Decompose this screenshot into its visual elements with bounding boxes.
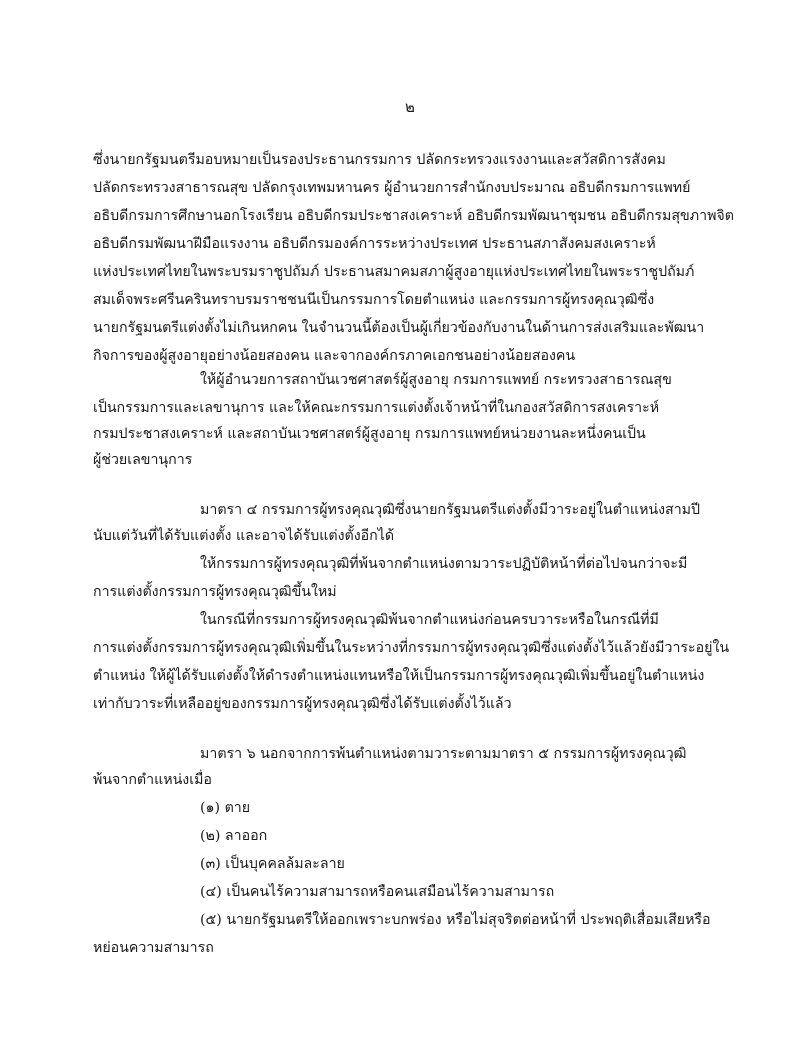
text-line: มาตรา ๖ นอกจากการพ้นตำแหน่งตามวาระตามมาตรา ๕ กรรมการผู้ทรงคุณวุฒิ bbox=[200, 746, 687, 762]
text-line: ซึ่งนายกรัฐมนตรีมอบหมายเป็นรองประธานกรรมการ ปลัดกระทรวงแรงงานและสวัสดิการสังคม bbox=[93, 152, 666, 168]
text-line: การแต่งตั้งกรรมการผู้ทรงคุณวุฒิเพิ่มขึ้นในระหว่างที่กรรมการผู้ทรงคุณวุฒิซึ่งแต่งตั้งไว้แล้วยังมีวาระอยู่ใน bbox=[93, 640, 730, 656]
text-line: กิจการของผู้สูงอายุอย่างน้อยสองคน และจากองค์กรภาคเอกชนอย่างน้อยสองคน bbox=[93, 348, 576, 364]
text-line: การแต่งตั้งกรรมการผู้ทรงคุณวุฒิขึ้นใหม่ bbox=[93, 584, 337, 600]
list-item: (๓) เป็นบุคคลล้มละลาย bbox=[200, 856, 345, 872]
text-line: กรมประชาสงเคราะห์ และสถาบันเวชศาสตร์ผู้สูงอายุ กรมการแพทย์หน่วยงานละหนึ่งคนเป็น bbox=[93, 426, 646, 442]
text-line: ปลัดกระทรวงสาธารณสุข ปลัดกรุงเทพมหานคร ผู้อำนวยการสำนักงบประมาณ อธิบดีกรมการแพทย์ bbox=[93, 180, 691, 196]
list-item: (๔) เป็นคนไร้ความสามารถหรือคนเสมือนไร้ความสามารถ bbox=[200, 884, 555, 900]
text-line: ผู้ช่วยเลขานุการ bbox=[93, 452, 193, 468]
text-line: ในกรณีที่กรรมการผู้ทรงคุณวุฒิพ้นจากตำแหน่งก่อนครบวาระหรือในกรณีที่มี bbox=[200, 612, 659, 628]
text-line: หย่อนความสามารถ bbox=[93, 940, 214, 956]
list-item: (๕) นายกรัฐมนตรีให้ออกเพราะบกพร่อง หรือไม่สุจริตต่อหน้าที่ ประพฤติเสื่อมเสียหรือ bbox=[200, 912, 711, 928]
text-line: ตำแหน่ง ให้ผู้ได้รับแต่งตั้งให้ดำรงตำแหน่งแทนหรือให้เป็นกรรมการผู้ทรงคุณวุฒิเพิ่มขึ้นอยู่ในตำแหน่ง bbox=[93, 668, 705, 684]
text-line: เท่ากับวาระที่เหลืออยู่ของกรรมการผู้ทรงคุณวุฒิซึ่งได้รับแต่งตั้งไว้แล้ว bbox=[93, 696, 512, 712]
text-line: แห่งประเทศไทยในพระบรมราชูปถัมภ์ ประธานสมาคมสภาผู้สูงอายุแห่งประเทศไทยในพระราชูปถัมภ์ bbox=[93, 264, 695, 280]
text-line: พ้นจากตำแหน่งเมื่อ bbox=[93, 772, 212, 788]
list-item: (๑) ตาย bbox=[200, 800, 251, 816]
text-line: นับแต่วันที่ได้รับแต่งตั้ง และอาจได้รับแต่งตั้งอีกได้ bbox=[93, 528, 395, 544]
list-item: (๒) ลาออก bbox=[200, 828, 268, 844]
text-line: มาตรา ๔ กรรมการผู้ทรงคุณวุฒิซึ่งนายกรัฐมนตรีแต่งตั้งมีวาระอยู่ในตำแหน่งสามปี bbox=[200, 502, 701, 518]
text-line: ให้ผู้อำนวยการสถาบันเวชศาสตร์ผู้สูงอายุ กรมการแพทย์ กระทรวงสาธารณสุข bbox=[200, 372, 672, 388]
text-line: สมเด็จพระศรีนครินทราบรมราชชนนีเป็นกรรมการโดยตำแหน่ง และกรรมการผู้ทรงคุณวุฒิซึ่ง bbox=[93, 292, 655, 308]
text-line: อธิบดีกรมพัฒนาฝีมือแรงงาน อธิบดีกรมองค์การระหว่างประเทศ ประธานสภาสังคมสงเคราะห์ bbox=[93, 236, 656, 252]
page-number: ๒ bbox=[405, 98, 415, 116]
text-line: อธิบดีกรมการศึกษานอกโรงเรียน อธิบดีกรมประชาสงเคราะห์ อธิบดีกรมพัฒนาชุมชน อธิบดีกรมสุขภาพจิต bbox=[93, 208, 734, 224]
text-line: เป็นกรรมการและเลขานุการ และให้คณะกรรมการแต่งตั้งเจ้าหน้าที่ในกองสวัสดิการสงเคราะห์ bbox=[93, 400, 660, 416]
text-line: ให้กรรมการผู้ทรงคุณวุฒิที่พ้นจากตำแหน่งตามวาระปฏิบัติหน้าที่ต่อไปจนกว่าจะมี bbox=[200, 556, 688, 572]
text-line: นายกรัฐมนตรีแต่งตั้งไม่เกินหกคน ในจำนวนนี้ต้องเป็นผู้เกี่ยวข้องกับงานในด้านการส่งเสริมและพัฒนา bbox=[93, 320, 705, 336]
